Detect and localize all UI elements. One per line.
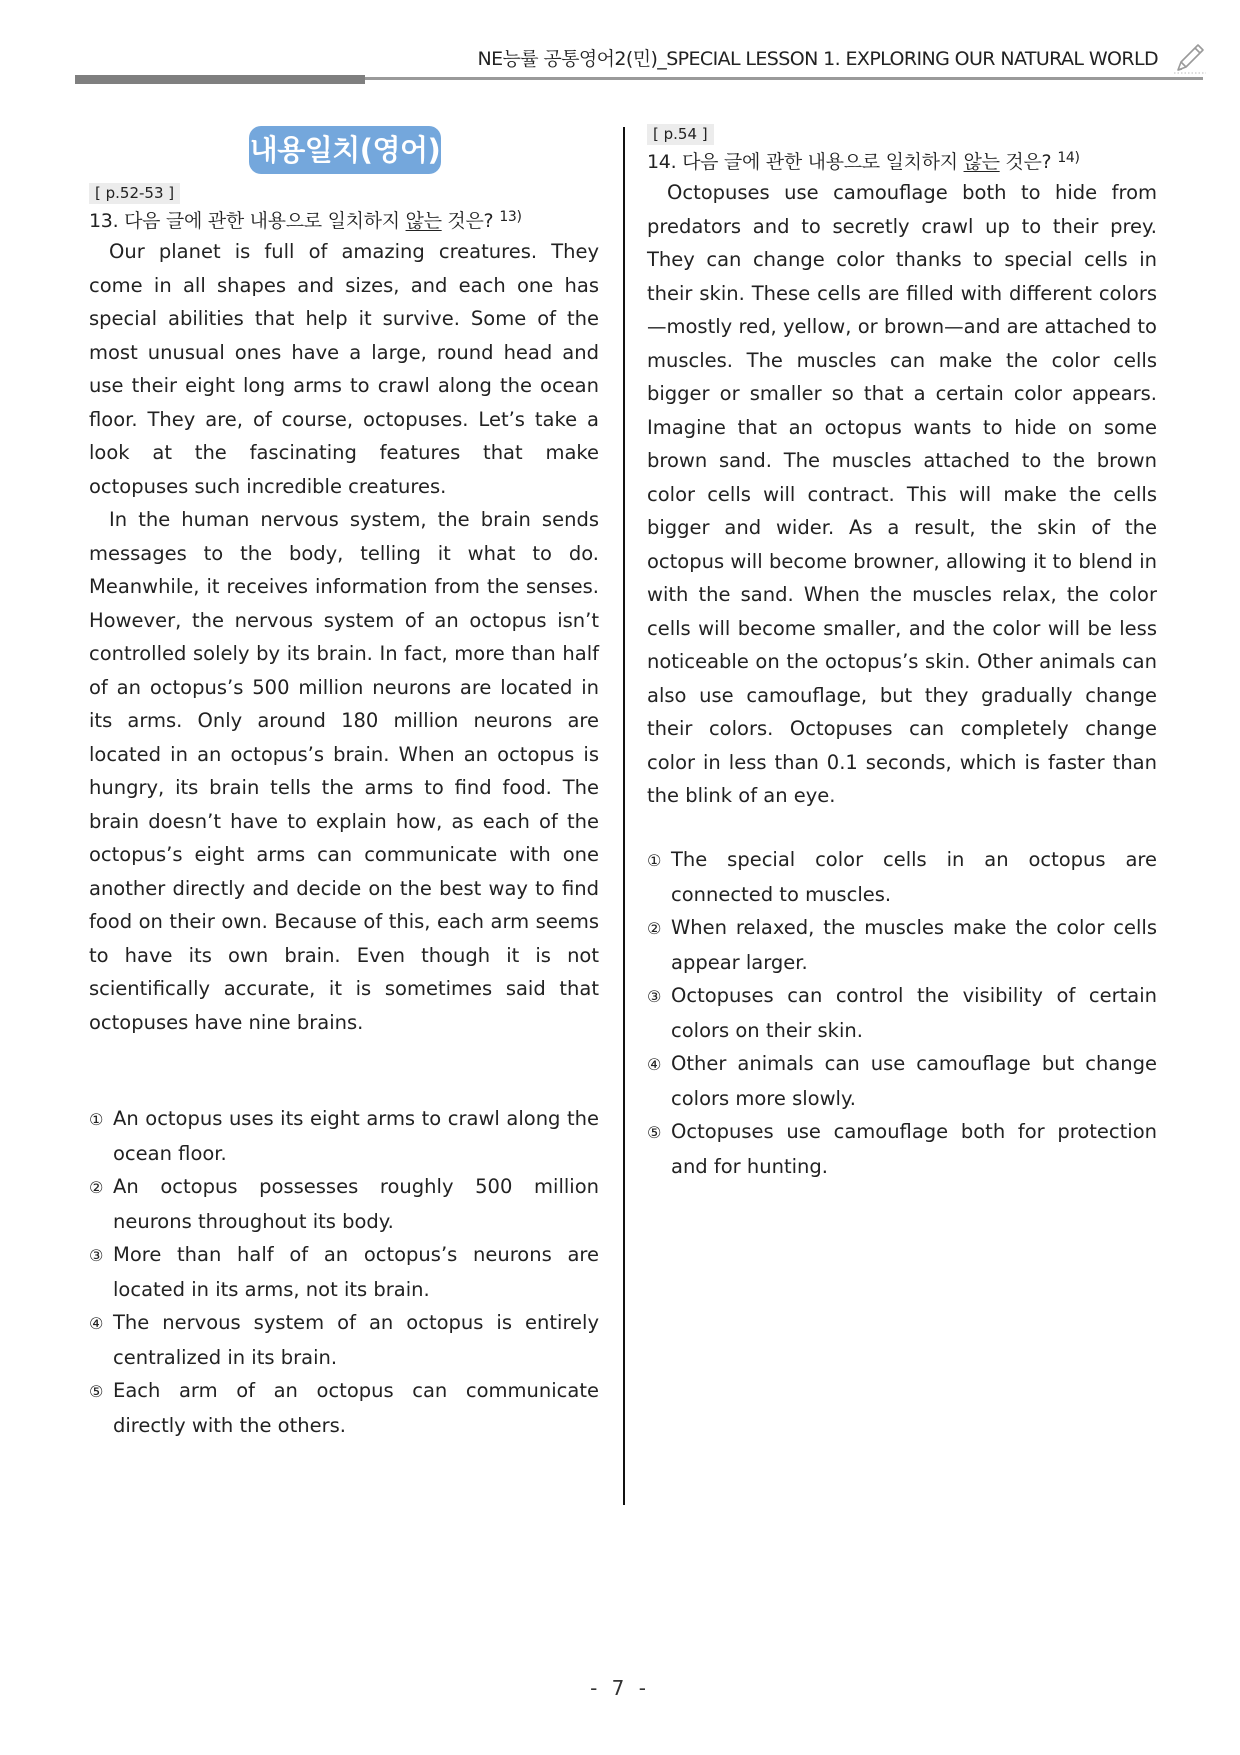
option-text: An octopus possesses roughly 500 million neurons throughout its body.	[113, 1175, 599, 1233]
option-text: Each arm of an octopus can communicate directly with the others.	[113, 1379, 599, 1437]
q14-footnote: 14)	[1057, 150, 1080, 166]
q13-number: 13.	[89, 210, 119, 232]
q13-title	[89, 206, 522, 233]
q13-passage	[89, 235, 599, 1039]
q14-options	[647, 843, 1157, 1183]
header-rule-dark	[75, 75, 365, 84]
q14-passage	[647, 176, 1157, 813]
option-number: ③	[89, 1246, 104, 1265]
column-divider	[623, 127, 625, 1505]
option-text: Other animals can use camouflage but change colors more slowly.	[671, 1052, 1157, 1110]
q14-option-5[interactable]	[647, 1115, 1157, 1183]
q13-paragraph-1: Our planet is full of amazing creatures. They come in all shapes and sizes, and each one has special abilities that help it survive. Some of the most unusual ones have a large, round head and use their eight long arms to crawl along the ocean floor. They are, of course, octopuses. Let’s take a look at the fascinating features that make octopuses such incredible creatures.	[89, 240, 599, 498]
option-number: ④	[647, 1055, 662, 1074]
q14-option-1[interactable]	[647, 843, 1157, 911]
q13-option-3[interactable]	[89, 1238, 599, 1306]
q14-option-2[interactable]	[647, 911, 1157, 979]
q13-prompt-end: 것은?	[447, 210, 494, 232]
q13-option-2[interactable]	[89, 1170, 599, 1238]
option-number: ④	[89, 1314, 104, 1333]
q14-prompt-underlined: 않는	[963, 151, 1000, 173]
option-text: More than half of an octopus’s neurons are located in its arms, not its brain.	[113, 1243, 599, 1301]
option-text: An octopus uses its eight arms to crawl along the ocean floor.	[113, 1107, 599, 1165]
q14-option-3[interactable]	[647, 979, 1157, 1047]
option-number: ①	[89, 1110, 104, 1129]
page-number: - 7 -	[590, 1676, 650, 1700]
q13-footnote: 13)	[499, 209, 522, 225]
option-number: ①	[647, 851, 662, 870]
q13-prompt: 다음 글에 관한 내용으로 일치하지	[124, 210, 400, 232]
q14-title	[647, 147, 1080, 174]
pencil-icon	[1172, 40, 1208, 76]
header-rule-thin	[365, 77, 1203, 80]
q13-options	[89, 1102, 599, 1442]
option-number: ⑤	[89, 1382, 104, 1401]
q14-prompt: 다음 글에 관한 내용으로 일치하지	[682, 151, 958, 173]
option-text: When relaxed, the muscles make the color cells appear larger.	[671, 916, 1157, 974]
running-header: NE능률 공통영어2(민)_SPECIAL LESSON 1. EXPLORING OUR NATURAL WORLD	[477, 48, 1158, 70]
option-text: The special color cells in an octopus are connected to muscles.	[671, 848, 1157, 906]
q14-page-ref: [ p.54 ]	[647, 124, 714, 145]
q13-prompt-underlined: 않는	[405, 210, 442, 232]
option-number: ②	[647, 919, 662, 938]
q13-option-5[interactable]	[89, 1374, 599, 1442]
option-text: The nervous system of an octopus is entirely centralized in its brain.	[113, 1311, 599, 1369]
section-badge: 내용일치(영어)	[249, 126, 441, 174]
option-text: Octopuses use camouflage both for protection and for hunting.	[671, 1120, 1157, 1178]
q14-prompt-end: 것은?	[1005, 151, 1052, 173]
q14-number: 14.	[647, 151, 677, 173]
option-number: ⑤	[647, 1123, 662, 1142]
q13-paragraph-2: In the human nervous system, the brain sends messages to the body, telling it what to do. Meanwhile, it receives information from the senses. However, the nervous system of an octopus isn’t controlled solely by its brain. In fact, more than half of an octopus’s 500 million neurons are located in its arms. Only around 180 million neurons are located in an octopus’s brain. When an octopus is hungry, its brain tells the arms to find food. The brain doesn’t have to explain how, as each of the octopus’s eight arms can communicate with one another directly and decide on the best way to find food on their own. Because of this, each arm seems to have its own brain. Even though it is not scientifically accurate, it is sometimes said that octopuses have nine brains.	[89, 508, 599, 1034]
q13-option-1[interactable]	[89, 1102, 599, 1170]
option-number: ③	[647, 987, 662, 1006]
q13-page-ref: [ p.52-53 ]	[89, 183, 180, 204]
option-text: Octopuses can control the visibility of certain colors on their skin.	[671, 984, 1157, 1042]
q14-option-4[interactable]	[647, 1047, 1157, 1115]
option-number: ②	[89, 1178, 104, 1197]
q13-option-4[interactable]	[89, 1306, 599, 1374]
q14-paragraph-1: Octopuses use camouflage both to hide from predators and to secretly crawl up to their prey. They can change color thanks to special cells in their skin. These cells are filled with different colors—mostly red, yellow, or brown—and are attached to muscles. The muscles can make the color cells bigger or smaller so that a certain color appears. Imagine that an octopus wants to hide on some brown sand. The muscles attached to the brown color cells will contract. This will make the cells bigger and wider. As a result, the skin of the octopus will become browner, allowing it to blend in with the sand. When the muscles relax, the color cells will become smaller, and the color will be less noticeable on the octopus’s skin. Other animals can also use camouflage, but they gradually change their colors. Octopuses can completely change color in less than 0.1 seconds, which is faster than the blink of an eye.	[647, 181, 1157, 807]
